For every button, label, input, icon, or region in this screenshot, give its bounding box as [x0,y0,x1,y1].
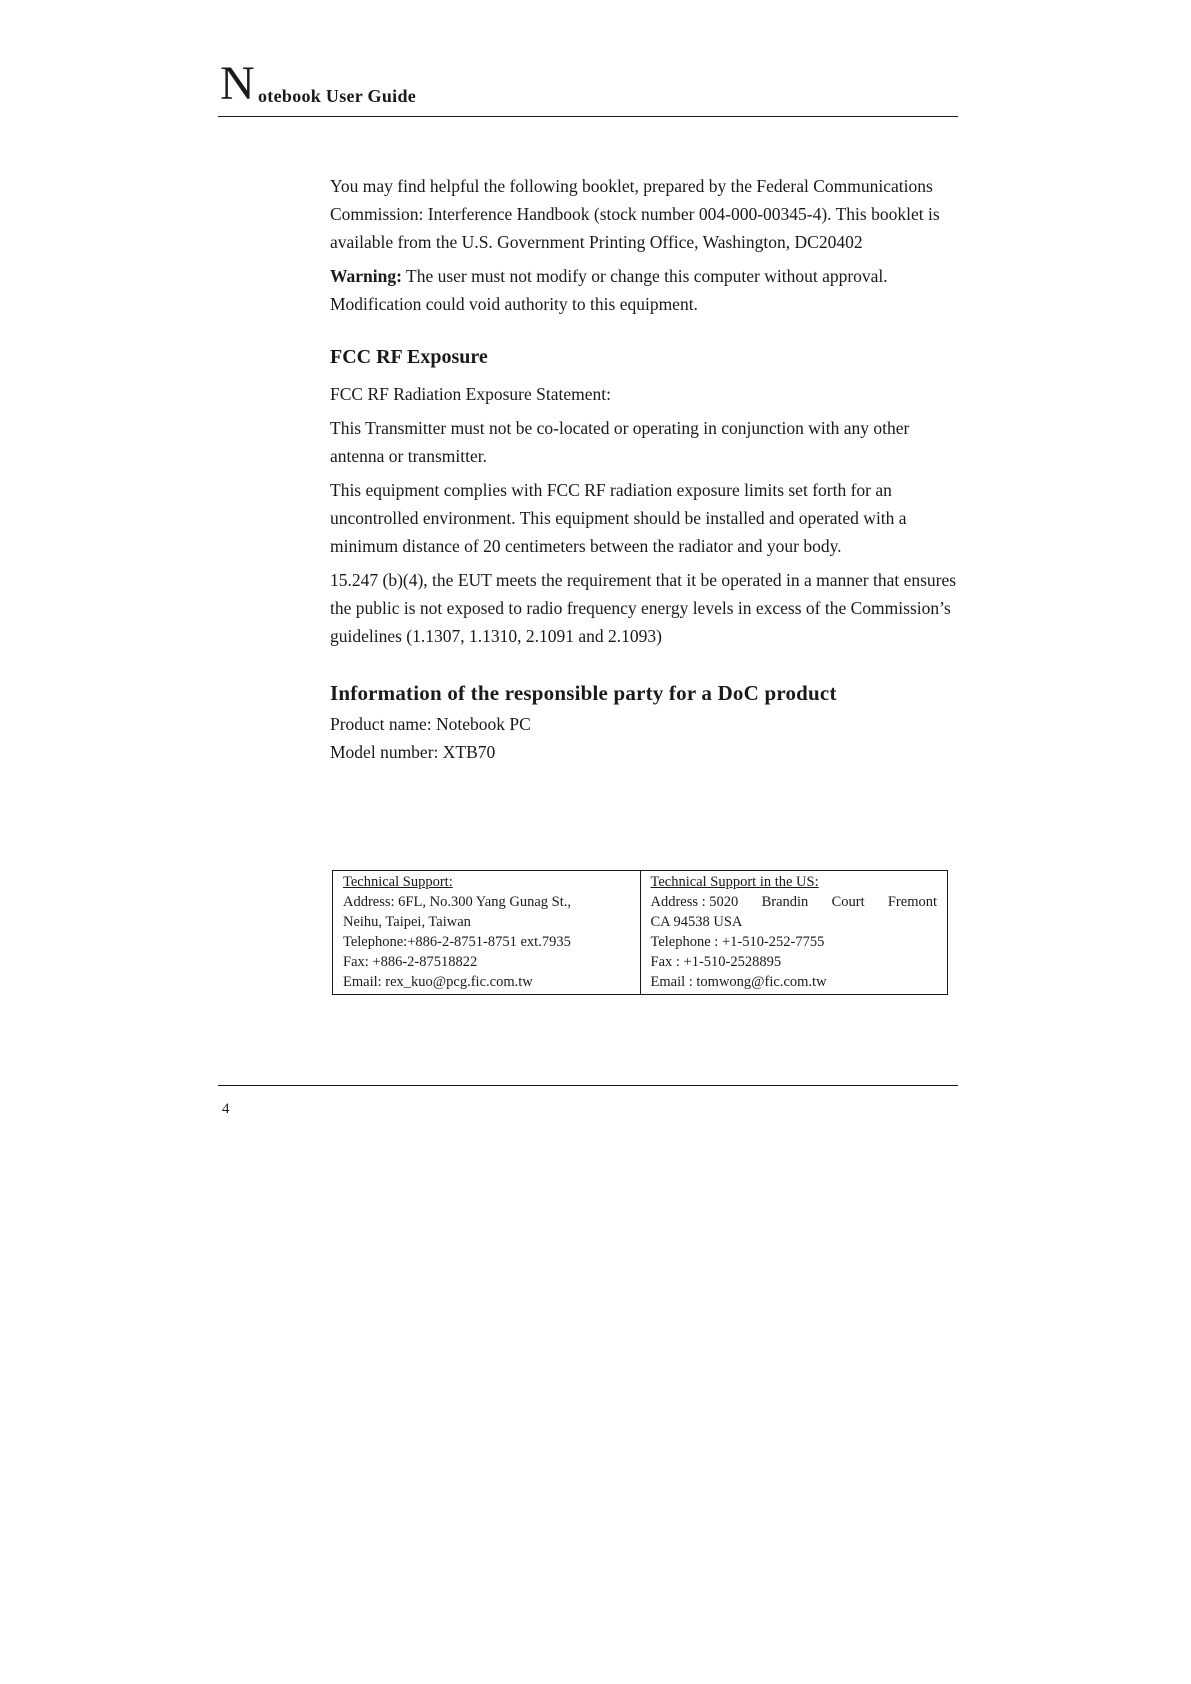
support-cell-us [640,871,948,995]
support-table [332,870,948,995]
header-drop-initial: N [220,57,255,110]
support-title-taiwan: Technical Support: [343,874,453,890]
support-us-fax: Fax : +1-510-2528895 [650,954,782,970]
support-us-address-part-b: Brandin [761,894,809,910]
fcc-paragraph-2: This equipment complies with FCC RF radiation exposure limits set forth for an uncontrolled environment. This equipment should be installed and operated with a minimum distance of 20 centimeters between the radiator and your body. [330,480,907,556]
product-name: Product name: Notebook PC [330,714,531,734]
support-us-address-line-2: CA 94538 USA [650,914,743,930]
warning-text: The user must not modify or change this computer without approval. Modification could void authority to this equipment. [330,266,888,314]
warning-label: Warning: [330,266,402,286]
support-cell-taiwan [333,871,641,995]
model-number: Model number: XTB70 [330,742,496,762]
fcc-statement: FCC RF Radiation Exposure Statement: [330,384,611,404]
support-address-line-2: Neihu, Taipei, Taiwan [343,914,471,930]
footer-rule [218,1085,958,1086]
support-table-row [333,871,948,995]
fcc-paragraph-1: This Transmitter must not be co-located or operating in conjunction with any other antenna or transmitter. [330,418,910,466]
fcc-paragraph-3: 15.247 (b)(4), the EUT meets the requirement that it be operated in a manner that ensures the public is not exposed to radio frequency energy levels in excess of the Commission’s guidelines (1.1307, 1.1310, 2.1091 and 2.1093) [330,570,957,646]
support-email: Email: rex_kuo@pcg.fic.com.tw [343,974,533,990]
support-address-line-1: Address: 6FL, No.300 Yang Gunag St., [343,894,571,910]
support-us-telephone: Telephone : +1-510-252-7755 [650,934,825,950]
support-fax: Fax: +886-2-87518822 [343,954,478,970]
doc-heading: Information of the responsible party for a DoC product [330,681,837,705]
support-telephone: Telephone:+886-2-8751-8751 ext.7935 [343,934,571,950]
warning-paragraph [330,262,960,318]
intro-paragraph: You may find helpful the following booklet, prepared by the Federal Communications Commission: Interference Handbook (stock number 004-000-00345-4). This booklet is available from the U.S. Government Printing Office, Washington, DC20402 [330,176,940,252]
support-us-address-line-1 [651,892,938,912]
page-header [218,57,958,117]
header-title: otebook User Guide [258,86,417,106]
page-number: 4 [222,1101,230,1117]
support-us-address-part-c: Court [831,894,865,910]
support-us-address-part-d: Fremont [887,894,937,910]
fcc-heading: FCC RF Exposure [330,346,488,368]
support-us-email: Email : tomwong@fic.com.tw [650,974,827,990]
support-title-us: Technical Support in the US: [650,874,819,890]
support-us-address-part-a: Address : 5020 [650,894,739,910]
page-content [330,172,960,766]
